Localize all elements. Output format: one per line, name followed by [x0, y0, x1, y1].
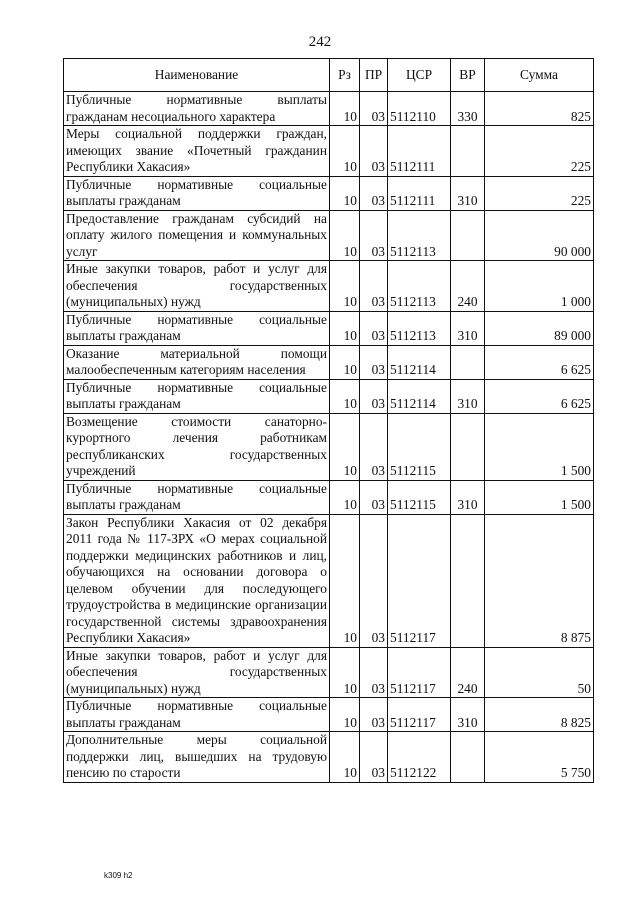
row-name: Иные закупки товаров, работ и услуг для обеспечения государственных (муниципальных) нужд [64, 261, 330, 312]
table-row [64, 732, 594, 783]
row-sum: 6 625 [485, 345, 594, 379]
row-pr: 03 [360, 176, 388, 210]
row-vr: 330 [451, 92, 485, 126]
row-vr: 310 [451, 480, 485, 514]
row-csr: 5112113 [388, 210, 451, 261]
table-row [64, 311, 594, 345]
row-name: Оказание материальной помощи малообеспеченным категориям населения [64, 345, 330, 379]
row-csr: 5112115 [388, 480, 451, 514]
row-sum: 825 [485, 92, 594, 126]
row-rz: 10 [330, 126, 360, 177]
row-sum: 50 [485, 647, 594, 698]
row-csr: 5112122 [388, 732, 451, 783]
row-rz: 10 [330, 345, 360, 379]
row-csr: 5112111 [388, 126, 451, 177]
row-sum: 1 500 [485, 413, 594, 480]
row-csr: 5112117 [388, 698, 451, 732]
row-pr: 03 [360, 480, 388, 514]
row-sum: 225 [485, 176, 594, 210]
row-vr [451, 732, 485, 783]
budget-table [63, 58, 594, 783]
table-row [64, 379, 594, 413]
row-vr: 240 [451, 647, 485, 698]
table-row [64, 126, 594, 177]
column-header-vr: ВР [451, 59, 485, 92]
row-csr: 5112117 [388, 514, 451, 647]
row-vr [451, 413, 485, 480]
row-rz: 10 [330, 647, 360, 698]
row-vr [451, 514, 485, 647]
table-row [64, 210, 594, 261]
row-sum: 90 000 [485, 210, 594, 261]
row-sum: 8 825 [485, 698, 594, 732]
row-pr: 03 [360, 698, 388, 732]
row-rz: 10 [330, 92, 360, 126]
row-csr: 5112115 [388, 413, 451, 480]
table-row [64, 647, 594, 698]
row-rz: 10 [330, 480, 360, 514]
row-rz: 10 [330, 514, 360, 647]
column-header-csr: ЦСР [388, 59, 451, 92]
row-csr: 5112117 [388, 647, 451, 698]
row-pr: 03 [360, 311, 388, 345]
column-header-pr: ПР [360, 59, 388, 92]
column-header-name: Наименование [64, 59, 330, 92]
row-name: Публичные нормативные выплаты гражданам несоциального характера [64, 92, 330, 126]
row-vr: 310 [451, 176, 485, 210]
row-csr: 5112111 [388, 176, 451, 210]
row-name: Меры социальной поддержки граждан, имеющих звание «Почетный гражданин Республики Хакасия» [64, 126, 330, 177]
row-vr: 310 [451, 698, 485, 732]
row-pr: 03 [360, 413, 388, 480]
row-rz: 10 [330, 379, 360, 413]
table-row [64, 698, 594, 732]
row-pr: 03 [360, 345, 388, 379]
row-rz: 10 [330, 413, 360, 480]
row-pr: 03 [360, 92, 388, 126]
row-pr: 03 [360, 647, 388, 698]
row-pr: 03 [360, 732, 388, 783]
row-vr [451, 210, 485, 261]
row-pr: 03 [360, 514, 388, 647]
row-sum: 1 000 [485, 261, 594, 312]
row-name: Публичные нормативные социальные выплаты гражданам [64, 379, 330, 413]
row-name: Иные закупки товаров, работ и услуг для обеспечения государственных (муниципальных) нужд [64, 647, 330, 698]
row-pr: 03 [360, 126, 388, 177]
row-rz: 10 [330, 210, 360, 261]
row-sum: 89 000 [485, 311, 594, 345]
row-name: Публичные нормативные социальные выплаты гражданам [64, 480, 330, 514]
column-header-rz: Рз [330, 59, 360, 92]
table-row [64, 92, 594, 126]
row-csr: 5112113 [388, 311, 451, 345]
row-vr [451, 126, 485, 177]
row-sum: 8 875 [485, 514, 594, 647]
row-vr: 240 [451, 261, 485, 312]
column-header-sum: Сумма [485, 59, 594, 92]
row-name: Публичные нормативные социальные выплаты гражданам [64, 311, 330, 345]
table-row [64, 480, 594, 514]
row-vr [451, 345, 485, 379]
row-rz: 10 [330, 732, 360, 783]
table-header-row [64, 59, 594, 92]
row-vr: 310 [451, 311, 485, 345]
row-name: Предоставление гражданам субсидий на оплату жилого помещения и коммунальных услуг [64, 210, 330, 261]
row-sum: 1 500 [485, 480, 594, 514]
row-vr: 310 [451, 379, 485, 413]
table-row [64, 514, 594, 647]
row-csr: 5112113 [388, 261, 451, 312]
row-sum: 225 [485, 126, 594, 177]
row-rz: 10 [330, 311, 360, 345]
row-csr: 5112114 [388, 379, 451, 413]
table-row [64, 413, 594, 480]
row-csr: 5112110 [388, 92, 451, 126]
page-number: 242 [308, 34, 332, 50]
row-sum: 6 625 [485, 379, 594, 413]
table-row [64, 345, 594, 379]
row-name: Публичные нормативные социальные выплаты гражданам [64, 176, 330, 210]
row-rz: 10 [330, 698, 360, 732]
row-name: Публичные нормативные социальные выплаты гражданам [64, 698, 330, 732]
footer-code: k309 h2 [104, 871, 133, 880]
row-pr: 03 [360, 210, 388, 261]
row-pr: 03 [360, 261, 388, 312]
row-csr: 5112114 [388, 345, 451, 379]
row-rz: 10 [330, 261, 360, 312]
row-sum: 5 750 [485, 732, 594, 783]
table-row [64, 261, 594, 312]
row-name: Закон Республики Хакасия от 02 декабря 2011 года № 117-ЗРХ «О мерах социальной поддержки медицинских работников и лиц, обучающихся на основании договора о целевом обучении для последующего трудоустройства в медицинские организации государственной системы здравоохранения Республики Хакасия» [64, 514, 330, 647]
row-name: Дополнительные меры социальной поддержки лиц, вышедших на трудовую пенсию по старости [64, 732, 330, 783]
table-row [64, 176, 594, 210]
row-rz: 10 [330, 176, 360, 210]
row-pr: 03 [360, 379, 388, 413]
row-name: Возмещение стоимости санаторно-курортного лечения работникам республиканских государственных учреждений [64, 413, 330, 480]
